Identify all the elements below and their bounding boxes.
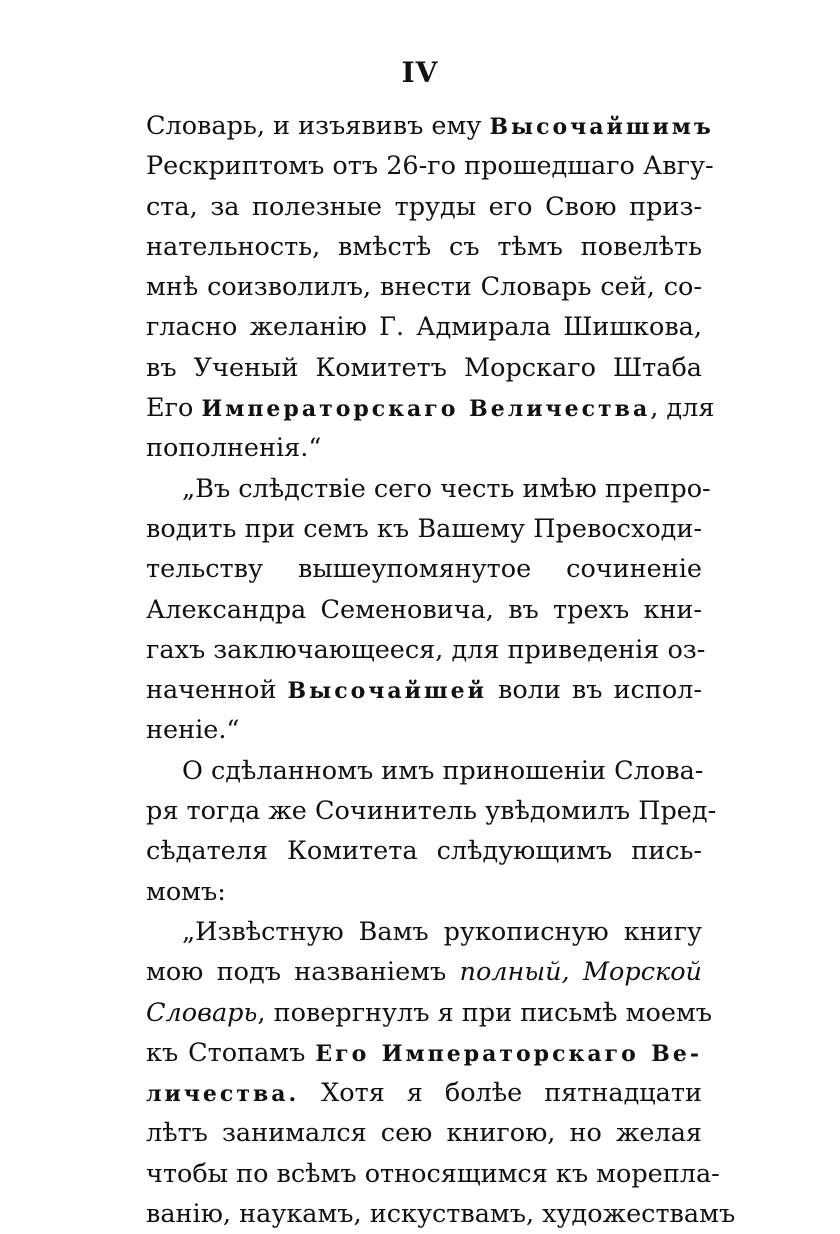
italic-text: Словарь xyxy=(146,997,258,1028)
line-text: наченной xyxy=(146,675,288,706)
line-text: мнѣ соизволилъ, внести Словарь сей, со- xyxy=(146,272,702,303)
emphasized-text: Императорскаго Величества xyxy=(201,396,651,423)
text-line xyxy=(146,710,702,750)
line-text: , для xyxy=(650,393,715,424)
text-line xyxy=(146,187,702,227)
line-text: ванію, наукамъ, искуствамъ, художествамъ xyxy=(146,1199,736,1230)
text-line xyxy=(146,307,702,347)
line-text: ря тогда же Сочинитель увѣдомилъ Пред- xyxy=(146,796,717,827)
emphasized-text: Его Императорскаго Ве- xyxy=(315,1040,702,1067)
line-text: гахъ заключающееся, для приведенія оз- xyxy=(146,634,706,665)
text-line xyxy=(146,751,702,791)
line-text: лѣтъ занимался сею книгою, но желая xyxy=(146,1118,702,1149)
emphasized-text: Высочайшимъ xyxy=(489,114,714,140)
line-text: мою подъ названіемъ xyxy=(146,957,460,988)
text-line xyxy=(146,549,702,589)
text-line xyxy=(146,227,702,267)
body-text xyxy=(146,106,736,1234)
emphasized-text: личества. xyxy=(146,1081,300,1108)
page-number: IV xyxy=(401,56,439,89)
line-text: неніе.“ xyxy=(146,715,240,746)
text-line xyxy=(146,106,714,146)
text-line xyxy=(146,348,702,388)
line-text: , повергнулъ я при письмѣ моемъ xyxy=(257,997,713,1028)
line-text: пополненія.“ xyxy=(146,433,322,464)
text-line xyxy=(146,509,702,549)
line-text: чтобы по всѣмъ относящимся къ морепла- xyxy=(146,1158,720,1189)
line-text: ста, за полезные труды его Свою приз- xyxy=(146,191,702,222)
text-line xyxy=(146,267,702,307)
line-text: „Въ слѣдствіе сего честь имѣю препро- xyxy=(182,473,711,504)
text-line xyxy=(146,1194,736,1234)
line-text: въ Ученый Комитетъ Морскаго Штаба xyxy=(146,352,702,383)
line-text: Александра Семеновича, въ трехъ кни- xyxy=(146,594,702,625)
text-line xyxy=(146,630,706,670)
text-line xyxy=(146,146,714,186)
line-text: О сдѣланномъ имъ приношеніи Слова- xyxy=(182,755,704,786)
italic-text: полный, Морской xyxy=(459,957,702,988)
text-line xyxy=(146,791,717,831)
line-text: Его xyxy=(146,393,202,424)
text-line xyxy=(146,993,713,1033)
text-line xyxy=(146,912,702,952)
line-text: сѣдателя Комитета слѣдующимъ пись- xyxy=(146,836,702,867)
text-line xyxy=(146,952,702,992)
text-line xyxy=(146,469,711,509)
text-line xyxy=(146,1154,720,1194)
line-text: тельству вышеупомянутое сочиненіе xyxy=(146,554,702,585)
line-text: Словарь, и изъявивъ ему xyxy=(146,111,490,141)
text-line xyxy=(146,388,715,428)
text-line xyxy=(146,428,702,468)
text-line xyxy=(146,590,702,630)
line-text: „Извѣстную Вамъ рукописную книгу xyxy=(182,916,702,947)
text-line xyxy=(146,1033,702,1073)
line-text: нательность, вмѣстѣ съ тѣмъ повелѣть xyxy=(146,231,702,262)
text-line xyxy=(146,831,702,871)
line-text: къ Стопамъ xyxy=(146,1037,316,1068)
line-text: воли въ испол- xyxy=(486,675,702,706)
line-text: Хотя я болѣе пятнадцати xyxy=(299,1078,702,1109)
line-text: гласно желанію Г. Адмирала Шишкова, xyxy=(146,312,702,343)
text-line xyxy=(146,872,702,912)
text-line xyxy=(146,670,702,710)
emphasized-text: Высочайшей xyxy=(287,678,487,705)
text-line xyxy=(146,1113,702,1153)
text-line xyxy=(146,1073,702,1113)
line-text: Рескриптомъ отъ 26-го прошедшаго Авгу- xyxy=(146,151,714,182)
line-text: момъ: xyxy=(146,876,226,907)
line-text: водить при семъ къ Вашему Превосходи- xyxy=(146,513,702,544)
